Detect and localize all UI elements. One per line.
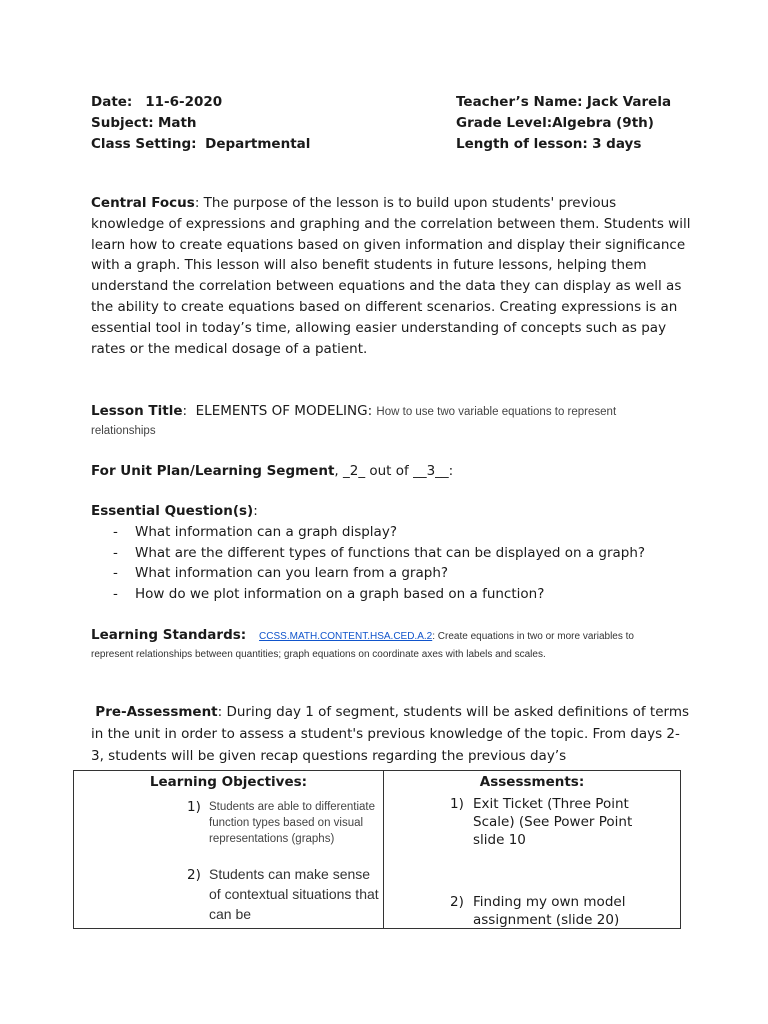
lesson-title-block: [91, 401, 691, 440]
lesson-title-main: ELEMENTS OF MODELING:: [195, 403, 373, 419]
date-row: [91, 92, 310, 113]
class-setting-row: [91, 134, 310, 155]
essential-questions-list: [91, 522, 711, 605]
objective-2-num: 2): [187, 867, 201, 883]
header-left: [91, 92, 310, 155]
grade-value: Algebra (9th): [552, 115, 654, 131]
question-text: What information can you learn from a graph?: [135, 565, 449, 582]
list-item: [91, 563, 711, 584]
question-text: What are the different types of functions that can be displayed on a graph?: [135, 544, 646, 561]
essential-questions-colon: :: [253, 503, 258, 519]
assessments-header: Assessments:: [479, 774, 585, 790]
objectives-cell: [74, 771, 384, 929]
assessments-cell: [384, 771, 681, 929]
essential-questions-label: Essential Question(s): [91, 503, 254, 519]
lesson-title-label: Lesson Title: [91, 403, 183, 419]
date-value: 11-6-2020: [145, 94, 223, 110]
date-label: Date:: [91, 94, 133, 110]
learning-standards-colon: :: [240, 627, 247, 643]
question-text: How do we plot information on a graph based on a function?: [135, 586, 545, 603]
length-value: 3 days: [592, 136, 642, 152]
teacher-row: [456, 92, 671, 113]
teacher-value: Jack Varela: [586, 94, 672, 110]
objectives-header: Learning Objectives:: [149, 774, 308, 790]
objective-1-num: 1): [187, 799, 201, 815]
unit-plan-line: [91, 461, 453, 481]
dash-bullet: -: [113, 523, 118, 540]
teacher-label: Teacher’s Name:: [456, 94, 583, 110]
dash-bullet: -: [113, 586, 118, 603]
class-setting-label: Class Setting:: [91, 136, 197, 152]
objective-2-text: Students can make sense of contextual situations that can be: [209, 866, 379, 922]
class-setting-value: Departmental: [205, 136, 311, 152]
lesson-title-sub-2: relationships: [91, 425, 156, 437]
assessment-1-num: 1): [450, 796, 464, 812]
objectives-table: [73, 770, 681, 929]
subject-row: [91, 113, 310, 134]
standard-text-1: : Create equations in two or more variables to: [432, 631, 634, 642]
grade-label: Grade Level:: [456, 115, 553, 131]
subject-value: Math: [157, 115, 197, 131]
standard-link[interactable]: CCSS.MATH.CONTENT.HSA.CED.A.2: [259, 631, 433, 642]
list-item: [91, 543, 711, 564]
assessment-2-num: 2): [450, 894, 464, 910]
dash-bullet: -: [113, 565, 118, 582]
standard-text-2: represent relationships between quantities; graph equations on coordinate axes with labels and scales.: [91, 649, 546, 660]
subject-label: Subject:: [91, 115, 154, 131]
assessment-1-text: Exit Ticket (Three Point Scale) (See Power Point slide 10: [473, 796, 633, 848]
central-focus-label: Central Focus: [91, 195, 195, 211]
grade-row: [456, 113, 671, 134]
unit-plan-text: , _2_ out of __3__:: [334, 463, 454, 479]
lesson-title-sub-1: How to use two variable equations to represent: [376, 406, 617, 418]
central-focus: [91, 193, 691, 359]
pre-assessment: [91, 701, 691, 767]
objective-1-text: Students are able to differentiate function types based on visual representations (graphs): [209, 801, 376, 845]
list-item: [91, 522, 711, 543]
length-label: Length of lesson:: [456, 136, 588, 152]
pre-assessment-label: Pre-Assessment: [95, 704, 218, 720]
length-row: [456, 134, 671, 155]
unit-plan-label: For Unit Plan/Learning Segment: [91, 463, 335, 479]
question-text: What information can a graph display?: [135, 523, 397, 540]
learning-standards: [91, 626, 691, 664]
central-focus-text: : The purpose of the lesson is to build upon students' previous knowledge of expressions and graphing and the correlation between them. Students will learn how to create equations based on given information and display their significance with a graph. This lesson will also benefit students in future lessons, helping them understand the correlation between equations and the data they can display as well as the ability to create equations based on different scenarios. Creating expressions is an essential tool in today’s time, allowing easier understanding of concepts such as pay rates or the medical dosage of a patient.: [91, 195, 691, 357]
pre-assessment-text: : During day 1 of segment, students will be asked definitions of terms in the unit in order to assess a student's previous knowledge of the topic. From days 2-3, students will be given recap questions regarding the previous day’s: [91, 704, 690, 764]
essential-questions: [91, 501, 711, 605]
lesson-title-colon: :: [182, 403, 188, 419]
dash-bullet: -: [113, 544, 118, 561]
learning-standards-label: Learning Standards: [91, 627, 241, 643]
assessment-2-text: Finding my own model assignment (slide 20): [473, 894, 626, 928]
header-right: [456, 92, 671, 155]
list-item: [91, 584, 711, 605]
